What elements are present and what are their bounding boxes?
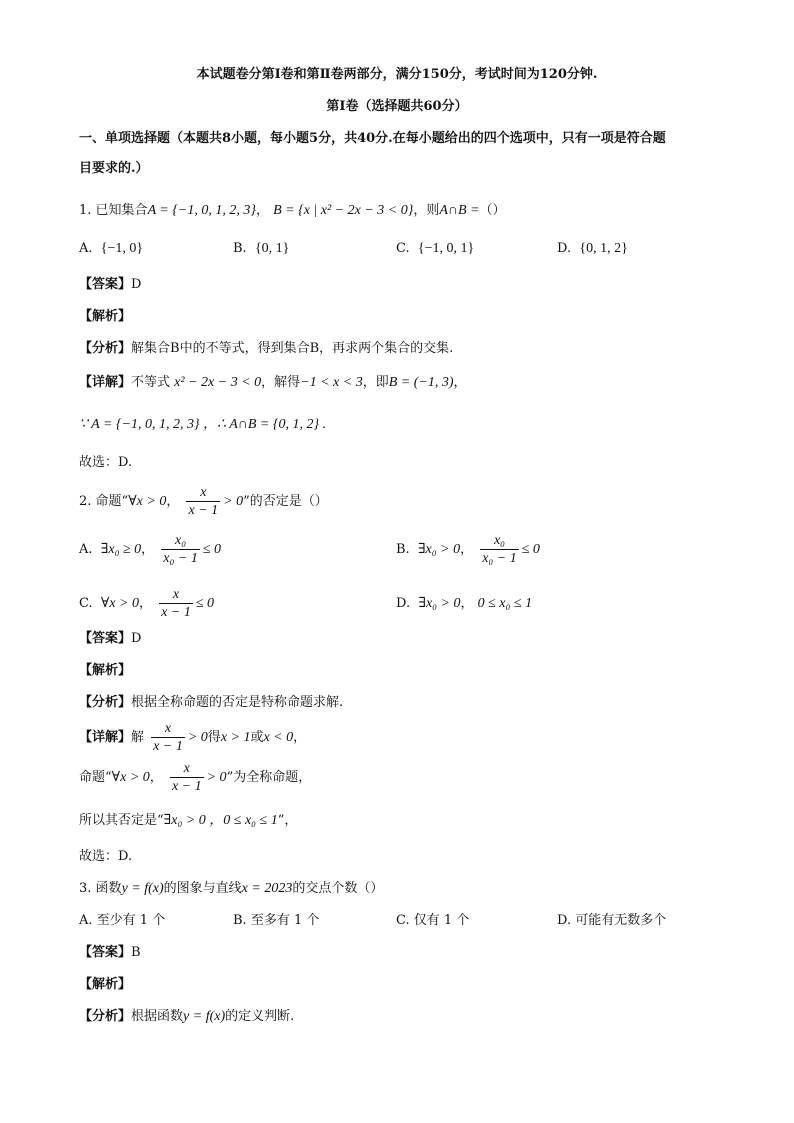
q3-option-b: B. 至多有 1 个 xyxy=(233,913,320,928)
q1-conclusion: 故选：D. xyxy=(79,455,133,470)
q2-option-a: A. ∃x₀ ≥ 0， $\frac{\text{x₀}}{\text{x₀ − 1}}$ ≤ 0 xyxy=(79,533,222,566)
q1-sep: ， xyxy=(255,203,269,218)
q2-answer: 【答案】D xyxy=(79,631,142,646)
q2-fenxi: 【分析】根据全称命题的否定是特称命题求解. xyxy=(79,695,344,710)
q1-set-b: B = {x | x² − 2x − 3 < 0} xyxy=(273,203,414,218)
q3-stem: 3. 函数y = f(x)的图象与直线x = 2023的交点个数（） xyxy=(79,881,384,896)
q2-stem: 2. 命题“∀x > 0， $\frac{x}{x - 1}$ > 0”的否定是（） xyxy=(79,485,328,518)
q2-option-d: D. ∃x₀ > 0， 0 ≤ x₀ ≤ 1 xyxy=(396,596,533,611)
q1-answer: 【答案】D xyxy=(79,277,142,292)
q1-expr: A∩B = xyxy=(439,203,480,218)
exam-intro: 本试题卷分第Ⅰ卷和第Ⅱ卷两部分，满分150分，考试时间为120分钟. xyxy=(196,67,598,82)
q3-option-a: A. 至少有 1 个 xyxy=(79,913,166,928)
q3-analysis-label: 【解析】 xyxy=(79,977,132,992)
section-heading-line1: 一、单项选择题（本题共8小题，每小题5分，共40分.在每小题给出的四个选项中，只有一项是符合题 xyxy=(79,131,666,146)
q2-option-b: B. ∃x₀ > 0， $\frac{\text{x₀}}{\text{x₀ − 1}}$ ≤ 0 xyxy=(396,533,540,566)
q3-option-c: C. 仅有 1 个 xyxy=(396,913,470,928)
q1-option-b: B. {0, 1} xyxy=(233,241,290,256)
q1-stem-suffix: ，则 xyxy=(413,203,440,218)
q2-xiangjie: 【详解】解 $\frac{x}{x - 1}$ > 0得x > 1或x < 0， xyxy=(79,721,307,754)
q3-fenxi: 【分析】根据函数y = f(x)的定义判断. xyxy=(79,1009,295,1024)
q1-paren: （） xyxy=(479,203,506,218)
q1-because-line: ∵ A = {−1, 0, 1, 2, 3} ，∴ A∩B = {0, 1, 2} . xyxy=(79,417,327,432)
q1-stem xyxy=(79,202,506,220)
q1-number: 1. xyxy=(79,203,92,218)
q2-option-c: C. ∀x > 0， $\frac{x}{x - 1}$ ≤ 0 xyxy=(79,587,215,620)
part-title: 第Ⅰ卷（选择题共60分） xyxy=(326,99,468,114)
q1-xiangjie: 【详解】不等式 x² − 2x − 3 < 0，解得−1 < x < 3，即B = (−1, 3)， xyxy=(79,375,467,390)
q1-option-d: D. {0, 1, 2} xyxy=(557,241,628,256)
q2-conclusion: 故选：D. xyxy=(79,849,133,864)
q3-option-d: D. 可能有无数多个 xyxy=(557,913,667,928)
q1-option-c: C. {−1, 0, 1} xyxy=(396,241,475,256)
q2-analysis-label: 【解析】 xyxy=(79,663,132,678)
q2-line3: 所以其否定是“∃x₀ > 0 ，0 ≤ x₀ ≤ 1”， xyxy=(79,813,298,828)
q2-line2: 命题“∀x > 0， $\frac{x}{x - 1}$ > 0”为全称命题， xyxy=(79,761,312,794)
q2-stem-fraction: $\frac{x}{x - 1}$ xyxy=(188,485,219,518)
q3-answer: 【答案】B xyxy=(79,945,141,960)
q1-analysis-label: 【解析】 xyxy=(79,309,132,324)
q1-set-a: A = {−1, 0, 1, 2, 3} xyxy=(147,203,256,218)
q1-fenxi: 【分析】解集合B中的不等式，得到集合B，再求两个集合的交集. xyxy=(79,341,454,356)
q1-stem-prefix: 已知集合 xyxy=(95,203,148,218)
section-heading-line2: 目要求的.） xyxy=(79,161,149,176)
q1-option-a: A. {−1, 0} xyxy=(79,241,144,256)
